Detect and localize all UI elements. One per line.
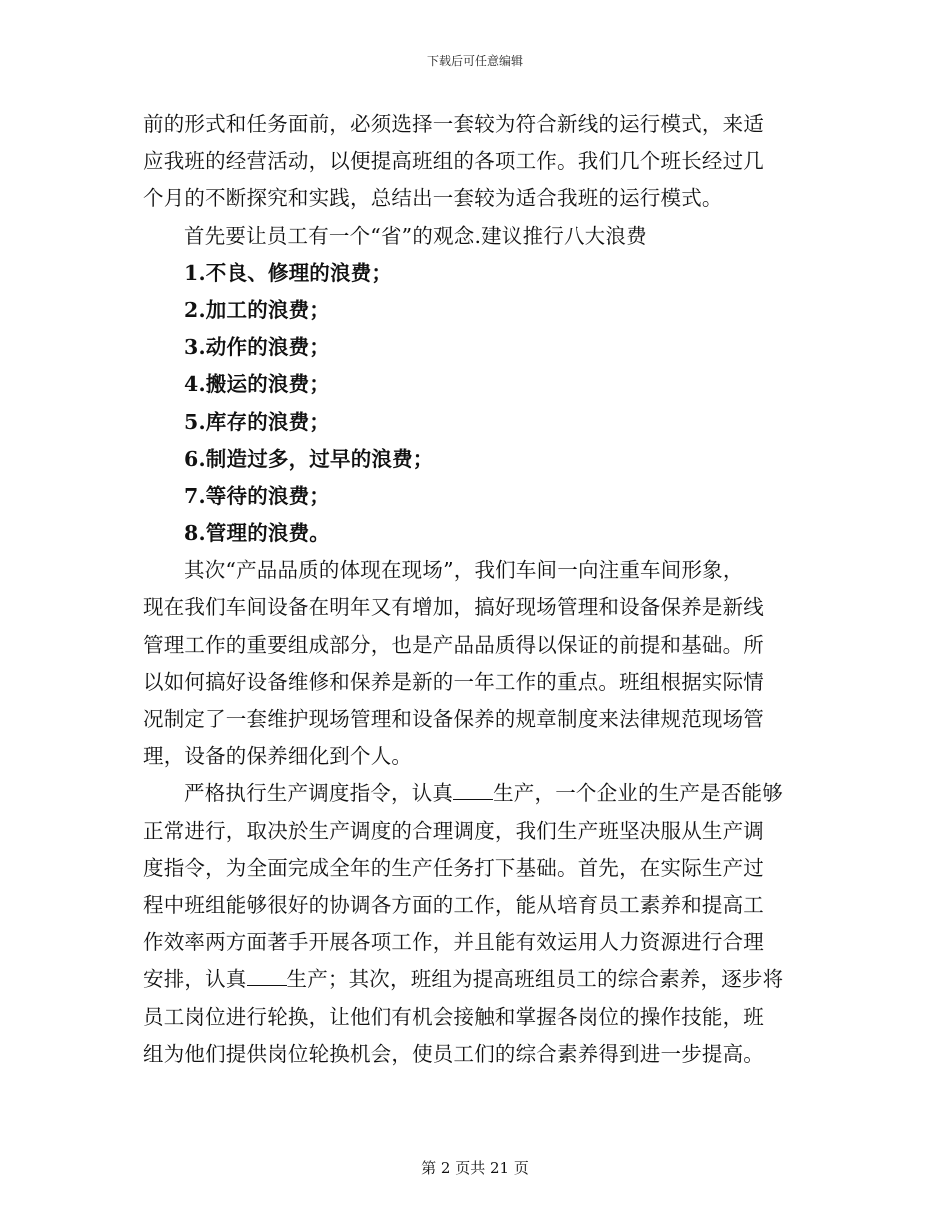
header-note: 下载后可任意编辑 bbox=[426, 54, 523, 68]
paragraph-line: 其次“产品品质的体现在现场”，我们车间一向注重车间形象， bbox=[184, 558, 744, 583]
paragraph-line: 应我班的经营活动，以便提高班组的各项工作。我们几个班长经过几 bbox=[143, 149, 764, 174]
list-item: 1.不良、修理的浪费； bbox=[184, 260, 393, 285]
page-number: 第 2 页共 21 页 bbox=[421, 1159, 529, 1177]
paragraph-line: 员工岗位进行轮换，让他们有机会接触和掌握各岗位的操作技能，班 bbox=[143, 1004, 764, 1029]
list-item: 2.加工的浪费； bbox=[184, 297, 331, 322]
document-body bbox=[143, 106, 808, 1073]
paragraph-line: 况制定了一套维护现场管理和设备保养的规章制度来法律规范现场管 bbox=[143, 707, 764, 731]
paragraph-line: 理，设备的保养细化到个人。 bbox=[143, 744, 413, 769]
paragraph-line: 正常进行，取决於生产调度的合理调度，我们生产班坚决服从生产调 bbox=[143, 818, 764, 843]
paragraph-line: 首先要让员工有一个“省”的观念.建议推行八大浪费 bbox=[184, 223, 647, 248]
paragraph-line: 程中班组能够很好的协调各方面的工作，能从培育员工素养和提高工 bbox=[143, 892, 764, 917]
paragraph-line: 度指令，为全面完成全年的生产任务打下基础。首先，在实际生产过 bbox=[143, 855, 764, 880]
paragraph-line bbox=[143, 775, 808, 812]
paragraph-line: 以如何搞好设备维修和保养是新的一年工作的重点。班组根据实际情 bbox=[143, 669, 764, 694]
paragraph-line: 作效率两方面著手开展各项工作，并且能有效运用人力资源进行合理 bbox=[143, 930, 764, 955]
text-segment: 生产，一个企业的生产是否能够 bbox=[493, 781, 783, 806]
fill-in-blank bbox=[453, 781, 493, 800]
list-item: 4.搬运的浪费； bbox=[184, 372, 331, 397]
fill-in-blank bbox=[247, 967, 287, 986]
text-segment: 安排，认真 bbox=[143, 967, 247, 992]
list-item: 5.库存的浪费； bbox=[184, 409, 331, 434]
list-item: 7.等待的浪费； bbox=[184, 483, 331, 508]
text-segment: 生产；其次，班组为提高班组员工的综合素养，逐步将 bbox=[286, 967, 784, 992]
text-segment: 严格执行生产调度指令，认真 bbox=[184, 781, 454, 806]
paragraph-line: 前的形式和任务面前，必须选择一套较为符合新线的运行模式，来适 bbox=[143, 112, 764, 136]
paragraph-line: 组为他们提供岗位轮换机会，使员工们的综合素养得到进一步提高。 bbox=[143, 1041, 764, 1066]
list-item: 8.管理的浪费。 bbox=[184, 521, 331, 546]
paragraph-line: 管理工作的重要组成部分，也是产品品质得以保证的前提和基础。所 bbox=[143, 632, 764, 657]
list-item: 3.动作的浪费； bbox=[184, 335, 331, 360]
paragraph-line: 现在我们车间设备在明年又有增加，搞好现场管理和设备保养是新线 bbox=[143, 595, 764, 620]
list-item: 6.制造过多，过早的浪费； bbox=[184, 446, 434, 471]
paragraph-line bbox=[143, 961, 808, 998]
paragraph-line: 个月的不断探究和实践，总结出一套较为适合我班的运行模式。 bbox=[143, 186, 723, 211]
